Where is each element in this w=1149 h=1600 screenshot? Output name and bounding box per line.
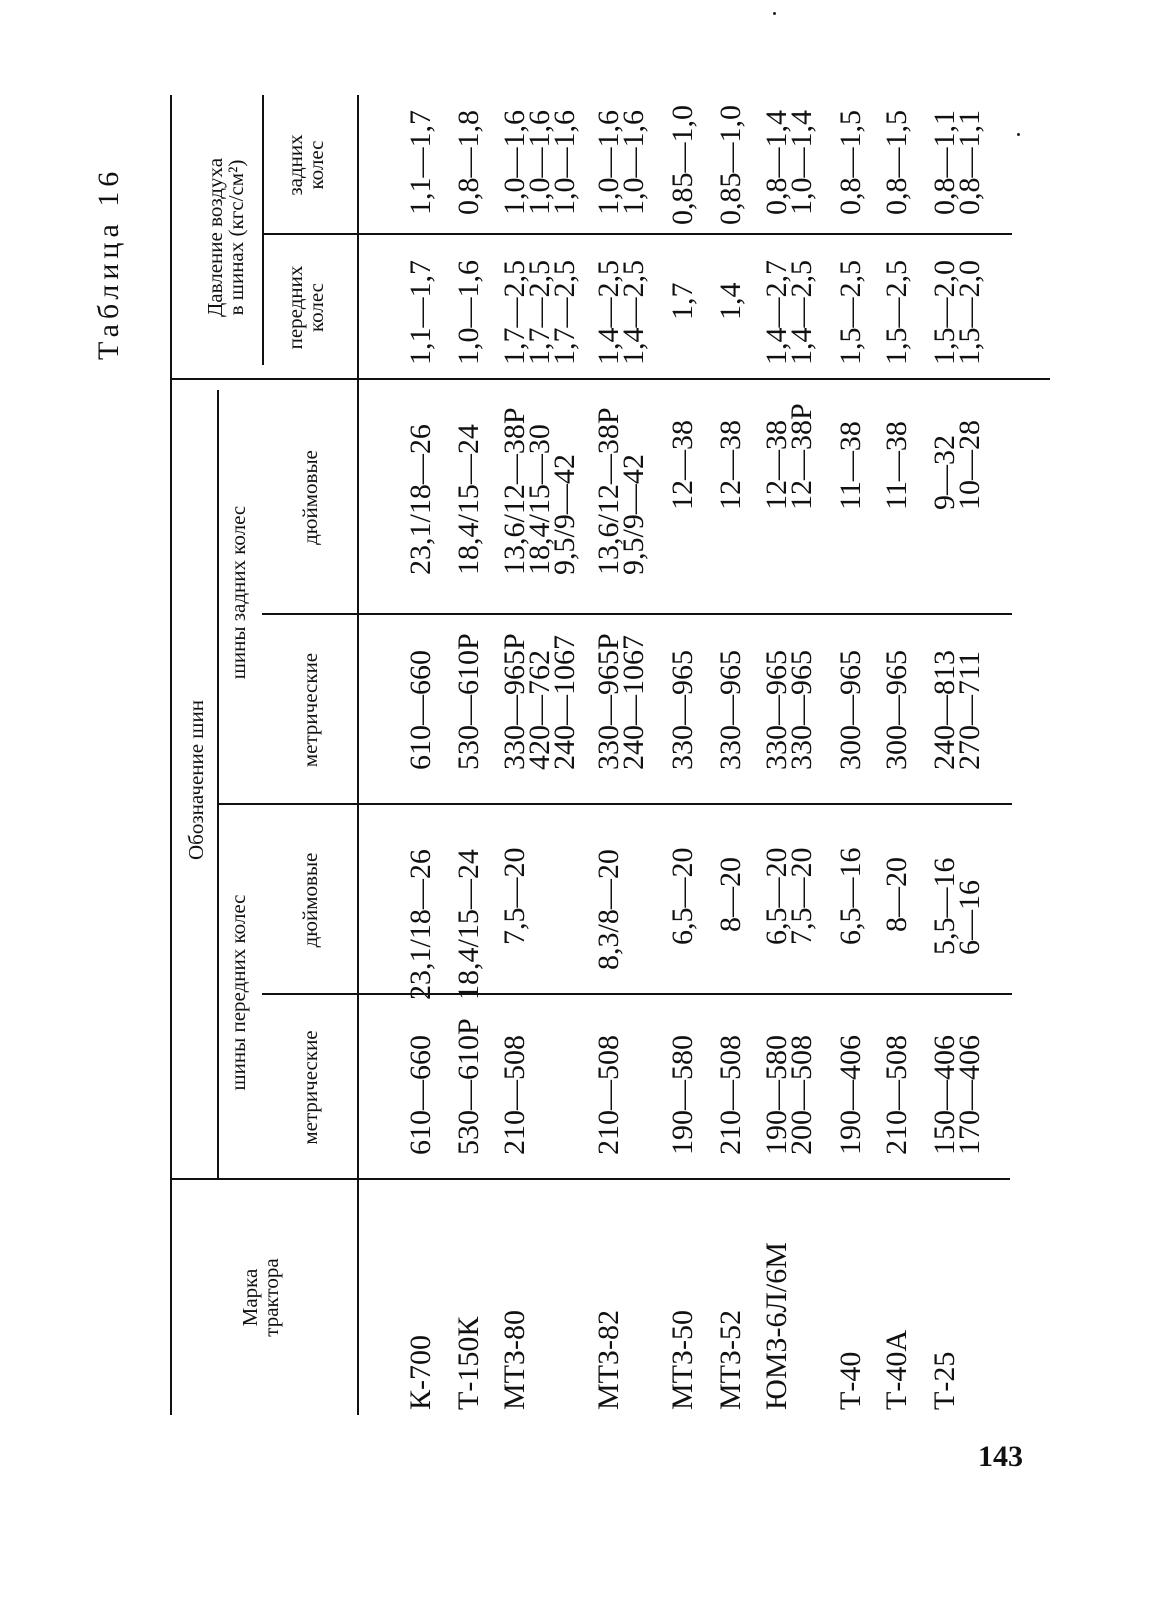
row-rear-metric: 330—965Р 420—762 240—1067 (498, 633, 581, 770)
row-brand: ЮМЗ-6Л/6М (760, 1242, 793, 1410)
header-front-metric: метрические (298, 1030, 322, 1145)
row-front-metric: 530—610Р (452, 1018, 485, 1155)
row-brand: Т-40 (834, 1351, 867, 1410)
row-front-metric: 150—406 170—406 (928, 1035, 986, 1155)
col-sep-rear-metric (262, 613, 1012, 615)
row-front-inch: 5,5—16 6—16 (928, 857, 986, 955)
row-pressure-front: 1,5—2,5 (834, 260, 867, 365)
table-title: Таблица 16 (92, 166, 125, 360)
scan-speck (1017, 133, 1020, 136)
header-pressure-rear: задних колес (283, 134, 328, 196)
row-rear-metric: 330—965Р 240—1067 (592, 633, 650, 770)
row-front-metric: 210—508 (880, 1035, 913, 1155)
row-front-inch: 6,5—20 7,5—20 (760, 847, 818, 945)
row-front-inch: 8,3/8—20 (592, 849, 625, 970)
row-rear-metric: 330—965 330—965 (760, 650, 818, 770)
row-pressure-rear: 1,0—1,6 1,0—1,6 (592, 110, 650, 215)
header-bottom-rule (357, 95, 359, 1415)
row-brand: МТЗ-50 (666, 1309, 699, 1410)
header-pressure: Давление воздуха в шинах (кгс/см²) (203, 157, 248, 318)
row-front-inch: 7,5—20 (498, 847, 531, 945)
row-pressure-rear: 0,8—1,5 (834, 110, 867, 215)
row-pressure-rear: 0,8—1,8 (452, 110, 485, 215)
row-front-inch: 6,5—20 (666, 847, 699, 945)
header-front-tires: шины передних колес (226, 894, 250, 1091)
row-rear-metric: 240—813 270—711 (928, 650, 986, 770)
col-sep-front-rear (217, 803, 1012, 805)
row-front-inch: 18,4/15—24 (452, 849, 485, 1000)
top-rule (170, 95, 172, 1415)
row-pressure-front: 1,7 (666, 282, 699, 320)
row-pressure-front: 1,5—2,5 (880, 260, 913, 365)
row-front-inch: 8—20 (714, 857, 747, 932)
row-pressure-rear: 1,0—1,6 1,0—1,6 1,0—1,6 (498, 110, 581, 215)
header-pressure-front: передних колес (283, 265, 328, 350)
row-rear-metric: 300—965 (834, 650, 867, 770)
row-front-metric: 210—508 (592, 1035, 625, 1155)
row-brand: К-700 (404, 1335, 437, 1410)
row-pressure-rear: 0,85—1,0 (714, 105, 747, 225)
row-front-metric: 610—660 (404, 1035, 437, 1155)
row-pressure-rear: 0,8—1,1 0,8—1,1 (928, 110, 986, 215)
row-brand: МТЗ-82 (592, 1309, 625, 1410)
row-pressure-rear: 0,8—1,5 (880, 110, 913, 215)
row-front-inch: 23,1/18—26 (404, 849, 437, 1000)
row-rear-inch: 12—38 12—38Р (760, 403, 818, 510)
row-rear-metric: 330—965 (714, 650, 747, 770)
row-front-metric: 190—406 (834, 1035, 867, 1155)
row-rear-inch: 11—38 (880, 421, 913, 510)
row-pressure-front: 1,4—2,5 1,4—2,5 (592, 260, 650, 365)
row-rear-inch: 18,4/15—24 (452, 424, 485, 575)
row-rear-inch: 12—38 (666, 420, 699, 510)
row-brand: Т-40А (880, 1330, 913, 1410)
header-rear-inch: дюймовые (298, 450, 322, 545)
row-rear-metric: 300—965 (880, 650, 913, 770)
row-brand: Т-25 (928, 1351, 961, 1410)
row-brand: МТЗ-80 (498, 1309, 531, 1410)
scan-speck (773, 12, 776, 15)
row-rear-inch: 13,6/12—38Р 9,5/9—42 (592, 407, 650, 575)
row-pressure-rear: 0,8—1,4 1,0—1,4 (760, 110, 818, 215)
header-brand: Марка трактора (238, 1258, 283, 1337)
row-rear-inch: 9—32 10—28 (928, 420, 986, 510)
row-rear-metric: 530—610Р (452, 633, 485, 770)
page-number: 143 (978, 1440, 1023, 1473)
row-front-inch: 6,5—16 (834, 847, 867, 945)
row-front-metric: 210—508 (714, 1035, 747, 1155)
col-sep-front-metric (262, 993, 1012, 995)
row-rear-metric: 610—660 (404, 650, 437, 770)
row-pressure-rear: 1,1—1,7 (404, 110, 437, 215)
row-rear-metric: 330—965 (666, 650, 699, 770)
row-front-metric: 190—580 200—508 (760, 1035, 818, 1155)
col-sep-brand (170, 1178, 1010, 1180)
row-front-inch: 8—20 (880, 857, 913, 932)
col-sep-pressure-front (262, 233, 1012, 235)
row-pressure-front: 1,4 (714, 282, 747, 320)
row-pressure-front: 1,7—2,5 1,7—2,5 1,7—2,5 (498, 260, 581, 365)
row-pressure-front: 1,1—1,7 (404, 260, 437, 365)
row-pressure-front: 1,5—2,0 1,5—2,0 (928, 260, 986, 365)
row-pressure-front: 1,0—1,6 (452, 260, 485, 365)
header-rear-metric: метрические (298, 652, 322, 768)
row-brand: Т-150К (452, 1316, 485, 1410)
row-front-metric: 190—580 (666, 1035, 699, 1155)
header-tire-designation: Обозначение шин (184, 700, 208, 860)
row-rear-inch: 11—38 (834, 421, 867, 510)
row-front-metric: 210—508 (498, 1035, 531, 1155)
pressure-group-rule (262, 95, 264, 365)
row-pressure-rear: 0,85—1,0 (666, 105, 699, 225)
row-rear-inch: 23,1/18—26 (404, 424, 437, 575)
tire-group-rule (217, 390, 219, 1180)
header-rear-tires: шины задних колес (226, 505, 250, 680)
row-brand: МТЗ-52 (714, 1309, 747, 1410)
row-pressure-front: 1,4—2,7 1,4—2,5 (760, 260, 818, 365)
row-rear-inch: 12—38 (714, 420, 747, 510)
header-front-inch: дюймовые (298, 852, 322, 948)
row-rear-inch: 13,6/12—38Р 18,4/15—30 9,5/9—42 (498, 407, 581, 575)
